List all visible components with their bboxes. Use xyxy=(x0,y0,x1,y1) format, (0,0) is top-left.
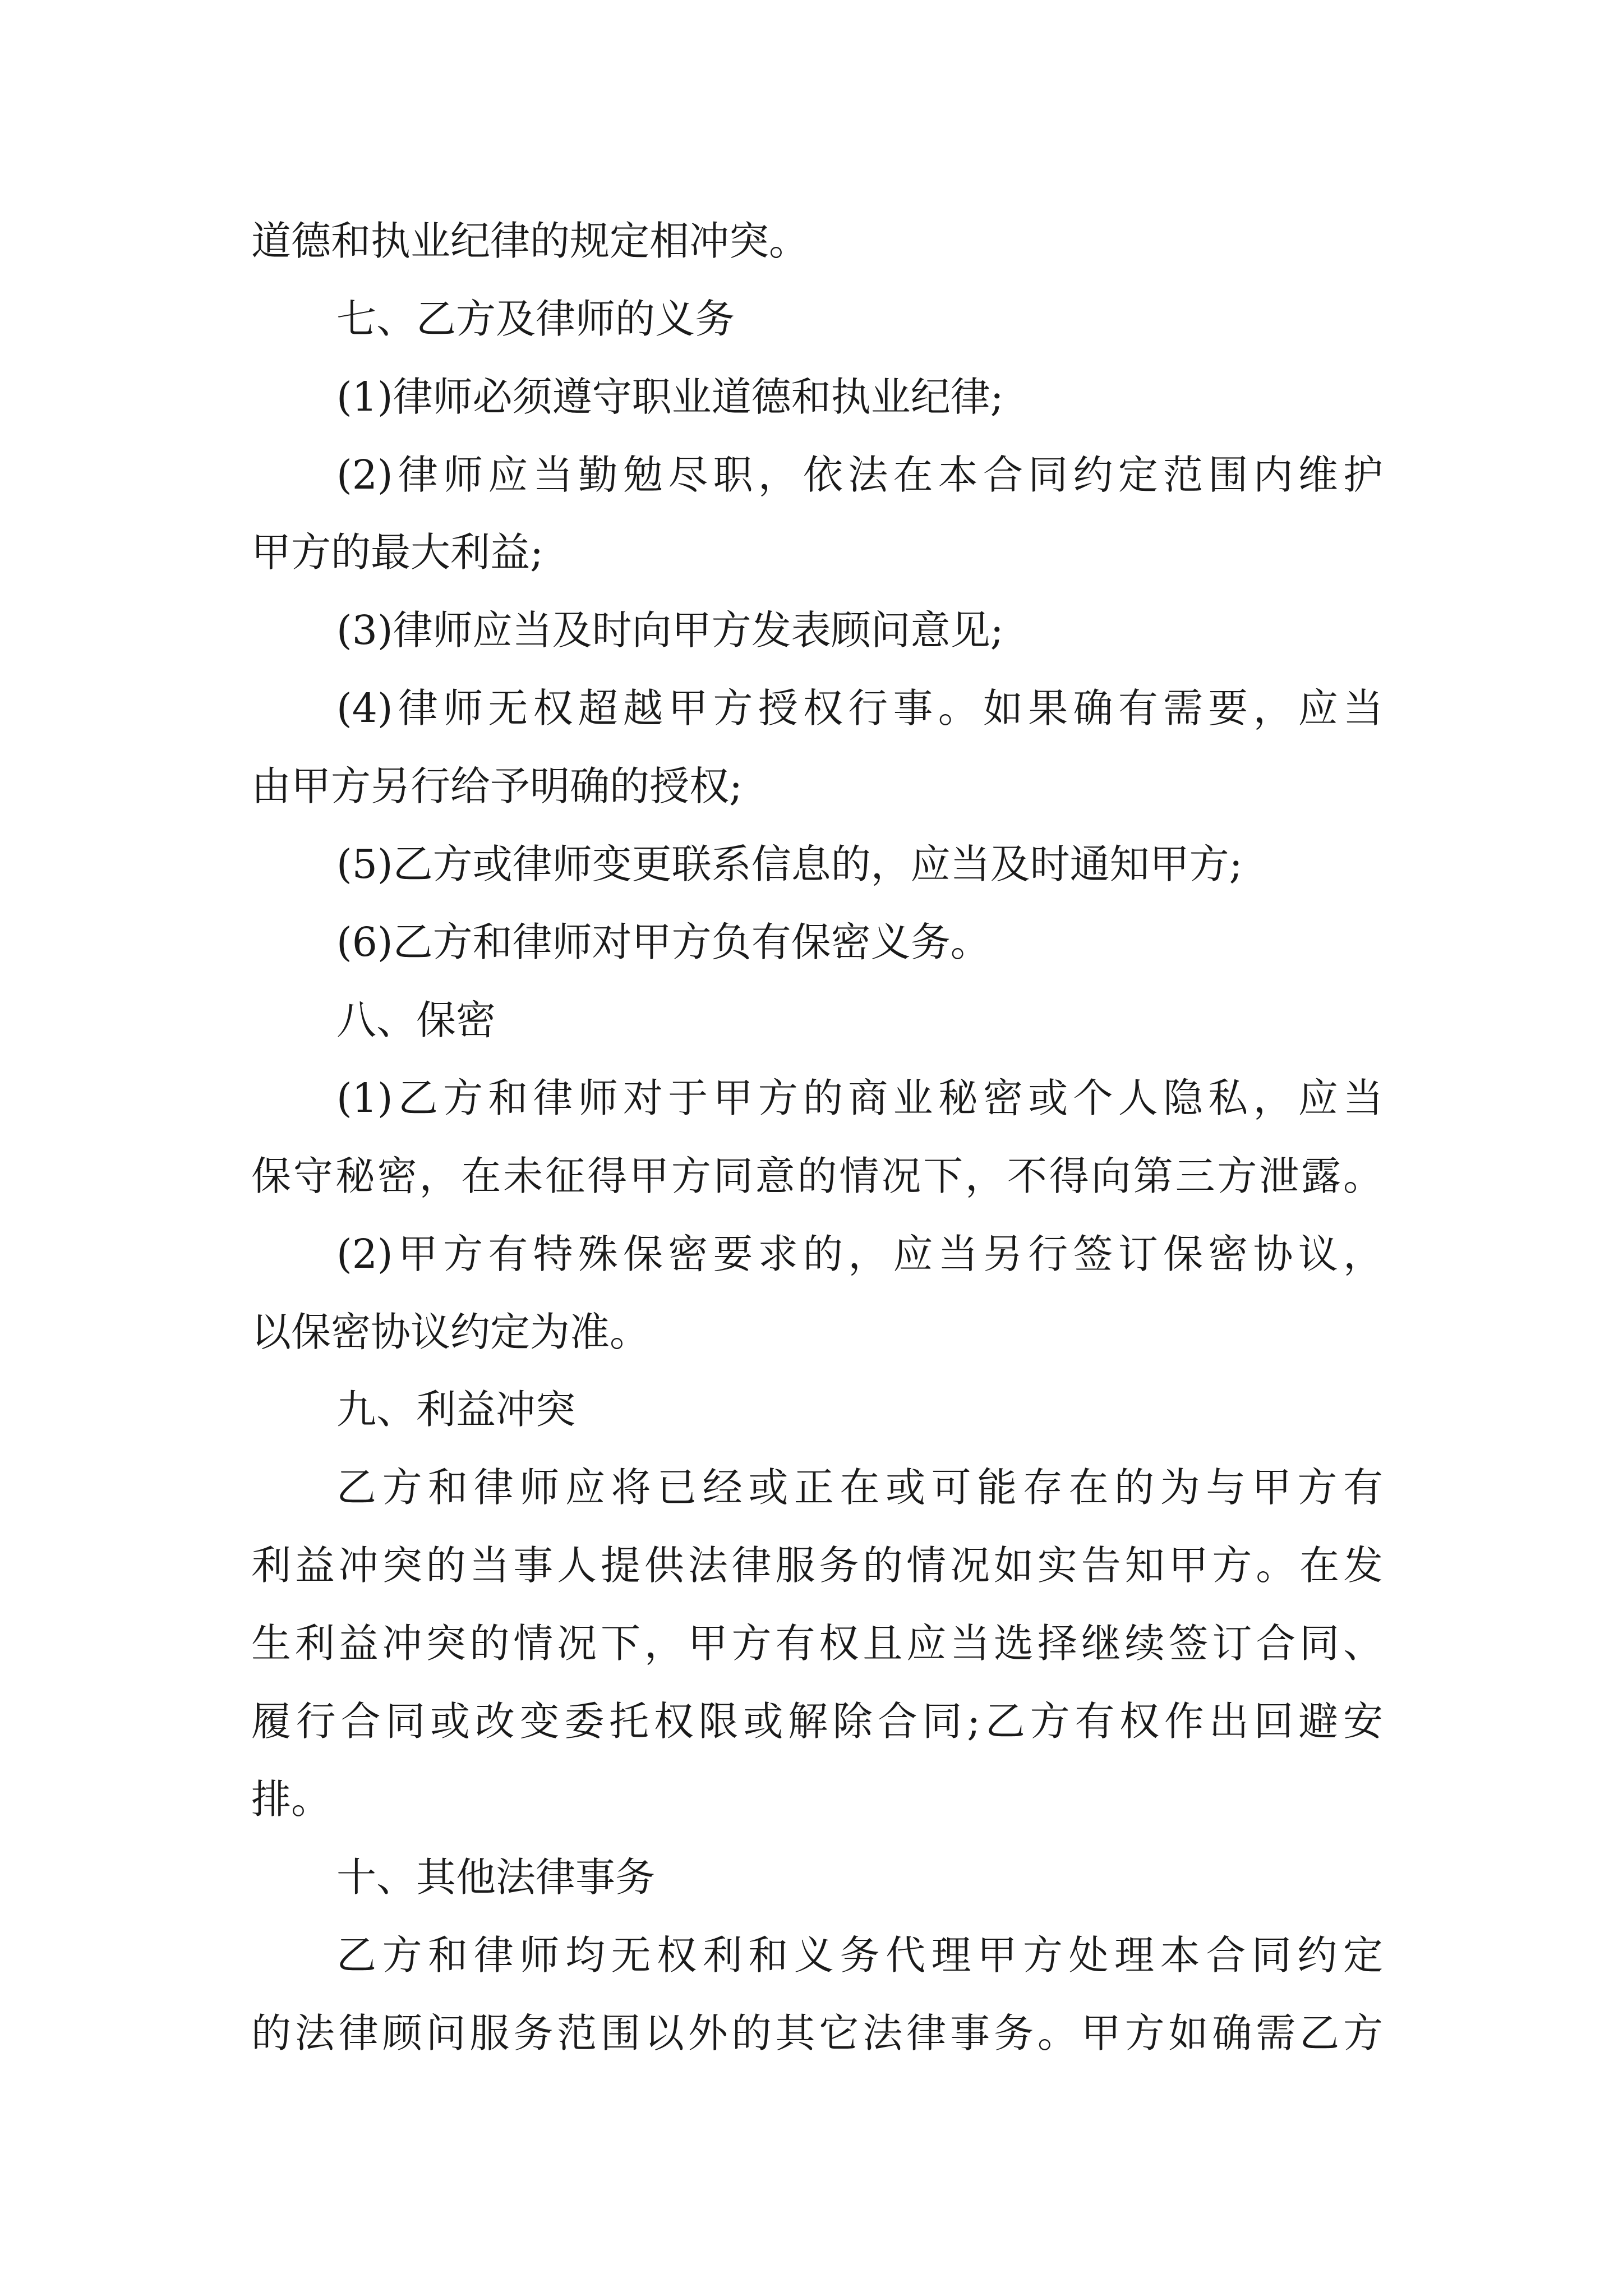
section-heading-9: 九、利益冲突 xyxy=(336,1386,576,1433)
list-item-7-4-cont: 由甲方另行给予明确的授权; xyxy=(251,763,743,809)
list-item-7-5: (5)乙方或律师变更联系信息的，应当及时通知甲方; xyxy=(336,841,1243,887)
section-heading-10: 十、其他法律事务 xyxy=(336,1854,656,1901)
paragraph-10-line-1: 乙方和律师均无权利和义务代理甲方处理本合同约定 xyxy=(336,1932,1383,1978)
paragraph-9-line-5: 排。 xyxy=(251,1776,331,1823)
paragraph-9-line-2: 利益冲突的当事人提供法律服务的情况如实告知甲方。在发 xyxy=(251,1542,1383,1589)
list-item-7-3: (3)律师应当及时向甲方发表顾问意见; xyxy=(336,607,1004,654)
section-heading-7: 七、乙方及律师的义务 xyxy=(336,296,735,342)
paragraph-9-line-3: 生利益冲突的情况下，甲方有权且应当选择继续签订合同、 xyxy=(251,1620,1383,1667)
list-item-8-2: (2)甲方有特殊保密要求的，应当另行签订保密协议， xyxy=(336,1231,1383,1277)
paragraph-9-line-1: 乙方和律师应将已经或正在或可能存在的为与甲方有 xyxy=(336,1464,1383,1511)
list-item-8-2-cont: 以保密协议约定为准。 xyxy=(251,1309,650,1355)
list-item-7-1: (1)律师必须遵守职业道德和执业纪律; xyxy=(336,374,1004,420)
list-item-7-2: (2)律师应当勤勉尽职，依法在本合同约定范围内维护 xyxy=(336,452,1383,498)
list-item-8-1-cont: 保守秘密，在未征得甲方同意的情况下，不得向第三方泄露。 xyxy=(251,1153,1383,1199)
list-item-7-2-cont: 甲方的最大利益; xyxy=(251,529,543,576)
list-item-7-6: (6)乙方和律师对甲方负有保密义务。 xyxy=(336,919,990,965)
list-item-8-1: (1)乙方和律师对于甲方的商业秘密或个人隐私，应当 xyxy=(336,1075,1383,1121)
paragraph-9-line-4: 履行合同或改变委托权限或解除合同;乙方有权作出回避安 xyxy=(251,1698,1383,1745)
list-item-7-4: (4)律师无权超越甲方授权行事。如果确有需要，应当 xyxy=(336,685,1383,731)
paragraph-10-line-2: 的法律顾问服务范围以外的其它法律事务。甲方如确需乙方 xyxy=(251,2010,1383,2056)
body-line-1: 道德和执业纪律的规定相冲突。 xyxy=(251,218,809,264)
section-heading-8: 八、保密 xyxy=(336,997,496,1043)
